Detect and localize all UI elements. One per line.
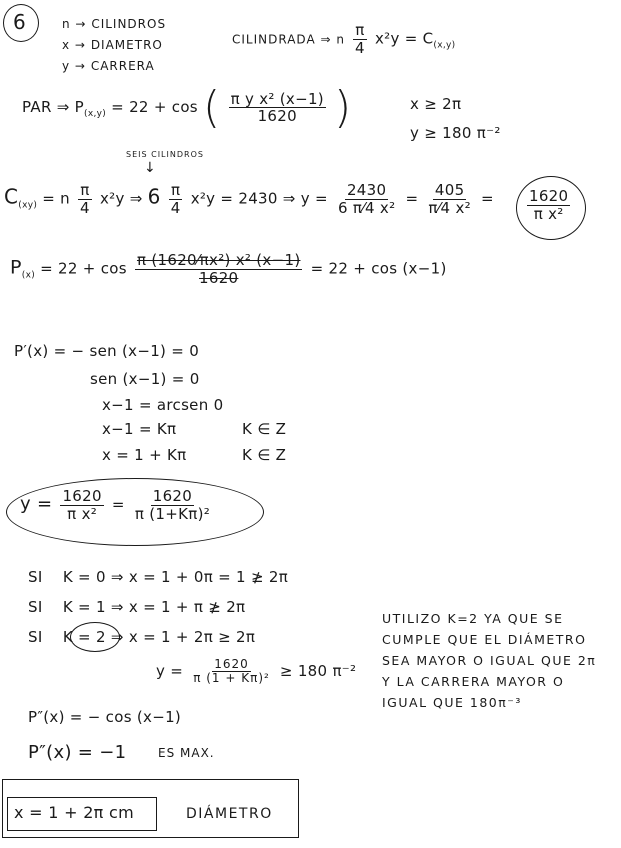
- explanation-note: UTILIZO K=2 YA QUE SE CUMPLE QUE EL DIÁMETRO SEA MAYOR O IGUAL QUE 2π Y LA CARRERA MAYOR O IGUAL QUE 180π⁻³: [382, 611, 597, 710]
- y-result-fraction: $\frac{1620}{\text{π x²}}$: [529, 187, 569, 223]
- es-max-note: ES MAX.: [158, 746, 215, 760]
- par-formula: PAR ⇒ $P_{(x,y)} = 22 + \cos$ ( $\frac{\text{π y x² (x−1)}}{1620}$ ): [22, 82, 352, 133]
- second-derivative-1: P″(x) = − cos (x−1): [28, 708, 182, 726]
- y-expression: y = $\frac{1620}{\text{π x²}}$ = $\frac{1620}{\text{π (1+Kπ)²}}$: [20, 487, 211, 523]
- k-in-z-1: K ∈ Z: [242, 420, 287, 438]
- cilindrada-formula: CILINDRADA ⇒ n $\frac{\pi}{4}$ $x^2y = C_{(x,y)}$: [232, 21, 456, 57]
- var-y: y → CARRERA: [62, 59, 155, 73]
- c-substitution-line: $C_{(xy)} = n$ $\frac{\pi}{4}$ x²y ⇒ 6 $\frac{\pi}{4}$ x²y = 2430 ⇒ y = $\frac{2430}{\text{6 π⁄4 x²}}$ = $\frac{405}{\text{π⁄4 x²}}$ =: [4, 181, 494, 217]
- final-result-label: DIÁMETRO: [186, 806, 273, 822]
- arrow-down-icon: ↓: [144, 160, 156, 176]
- final-result-value: x = 1 + 2π cm: [14, 803, 134, 822]
- constraint-x: x ≥ 2π: [410, 95, 462, 113]
- case-k0: SI K = 0 ⇒ x = 1 + 0π = 1 ≱ 2π: [28, 568, 289, 586]
- constraint-y: y ≥ 180 π⁻²: [410, 124, 501, 142]
- var-x: x → DIAMETRO: [62, 38, 163, 52]
- case-k2: SI K = 2 ⇒ x = 1 + 2π ≥ 2π: [28, 628, 256, 646]
- derivative-step-5: x = 1 + Kπ: [102, 446, 187, 464]
- second-derivative-2: P″(x) = −1: [28, 742, 127, 763]
- derivative-step-1: P′(x) = − sen (x−1) = 0: [14, 342, 200, 360]
- six-cylinders-note: SEIS CILINDROS: [126, 150, 204, 159]
- derivative-step-2: sen (x−1) = 0: [90, 370, 200, 388]
- case-k1: SI K = 1 ⇒ x = 1 + π ≱ 2π: [28, 598, 246, 616]
- derivative-step-3: x−1 = arcsen 0: [102, 396, 224, 414]
- problem-number: 6: [13, 10, 27, 34]
- p-substitution-line: $P_{(x)} = 22 + \cos$ $\frac{\text{π (1620⁄πx²) x² (x−1)}}{1620}$ = 22 + cos (x−1): [10, 251, 447, 287]
- y-check: y = $\frac{1620}{\text{π (1 + Kπ)²}}$ ≥ 180 π⁻²: [156, 657, 357, 686]
- k-in-z-2: K ∈ Z: [242, 446, 287, 464]
- derivative-step-4: x−1 = Kπ: [102, 420, 177, 438]
- var-n: n → CILINDROS: [62, 17, 167, 31]
